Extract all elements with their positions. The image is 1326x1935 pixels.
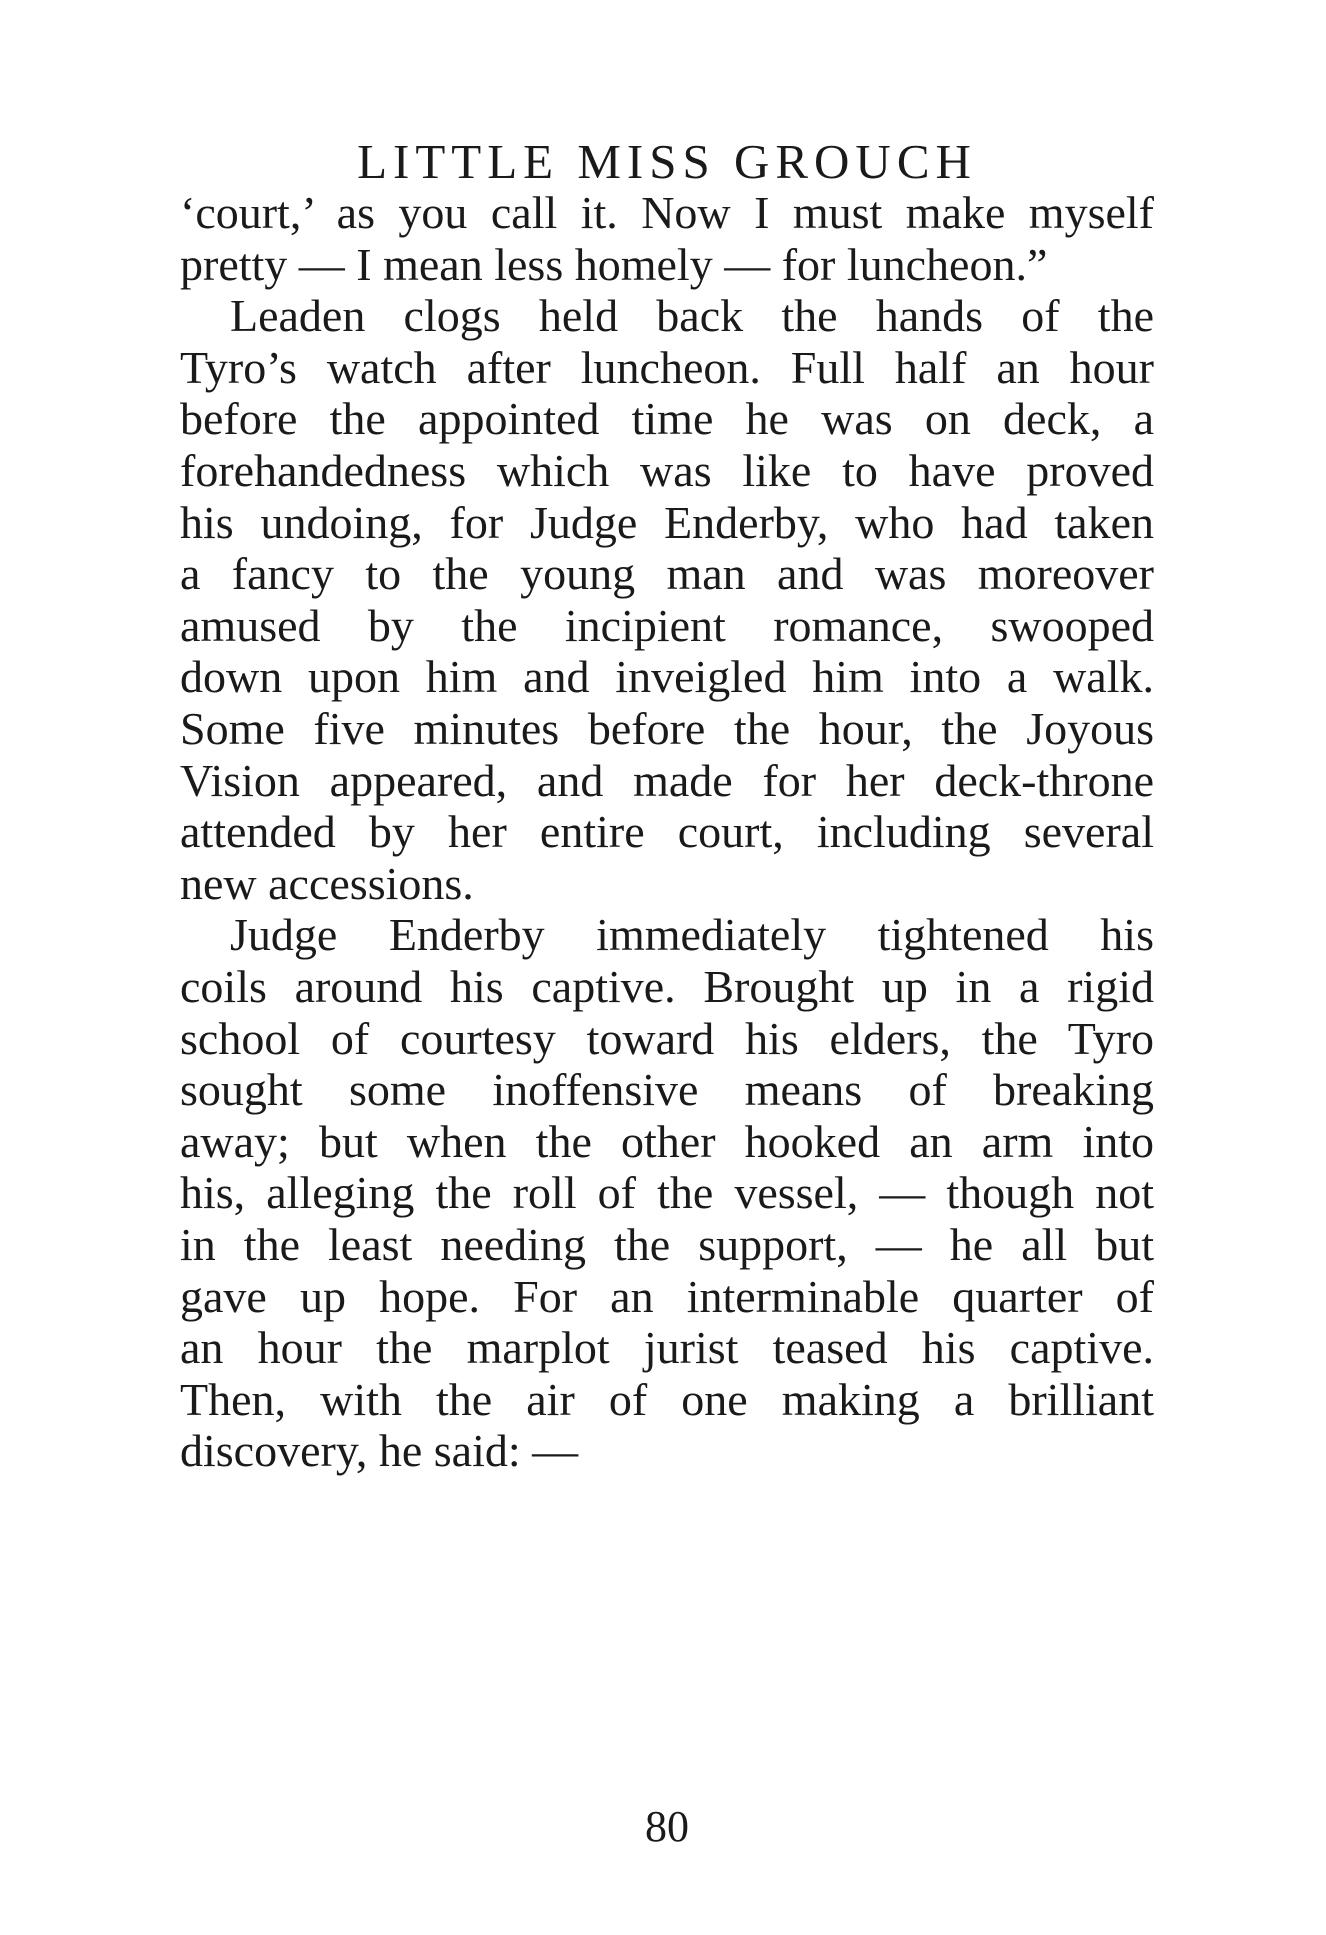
text-line: a fancy to the young man and was moreover (180, 548, 1154, 599)
text-line: Then, with the air of one making a brilliant (180, 1374, 1154, 1425)
text-line: attended by her entire court, including several (180, 806, 1154, 857)
text-line: Some five minutes before the hour, the Joyous (180, 703, 1154, 754)
text-line: Judge Enderby immediately tightened his (230, 909, 1154, 960)
text-line: an hour the marplot jurist teased his captive. (180, 1322, 1154, 1373)
text-line: amused by the incipient romance, swooped (180, 600, 1154, 651)
text-line: Vision appeared, and made for her deck-throne (180, 755, 1154, 806)
page-number: 80 (645, 1802, 689, 1851)
text-line: his undoing, for Judge Enderby, who had taken (180, 497, 1154, 548)
text-line: before the appointed time he was on deck, a (180, 393, 1154, 444)
text-line: his, alleging the roll of the vessel, — though not (180, 1167, 1154, 1218)
text-line: school of courtesy toward his elders, the Tyro (180, 1013, 1154, 1064)
text-line: discovery, he said: — (180, 1425, 579, 1476)
text-line: new accessions. (180, 858, 474, 909)
text-line: down upon him and inveigled him into a walk. (180, 651, 1154, 702)
text-line: pretty — I mean less homely — for luncheon.” (180, 239, 1048, 290)
text-line: ‘court,’ as you call it. Now I must make myself (180, 187, 1154, 238)
text-line: sought some inoffensive means of breaking (180, 1064, 1154, 1115)
text-line: away; but when the other hooked an arm into (180, 1116, 1154, 1167)
text-line: forehandedness which was like to have proved (180, 445, 1154, 496)
running-head: LITTLE MISS GROUCH (357, 134, 977, 189)
text-line: Leaden clogs held back the hands of the (230, 290, 1154, 341)
text-line: gave up hope. For an interminable quarter of (180, 1271, 1154, 1322)
text-line: in the least needing the support, — he all but (180, 1219, 1154, 1270)
text-line: coils around his captive. Brought up in a rigid (180, 961, 1154, 1012)
text-line: Tyro’s watch after luncheon. Full half an hour (180, 342, 1154, 393)
